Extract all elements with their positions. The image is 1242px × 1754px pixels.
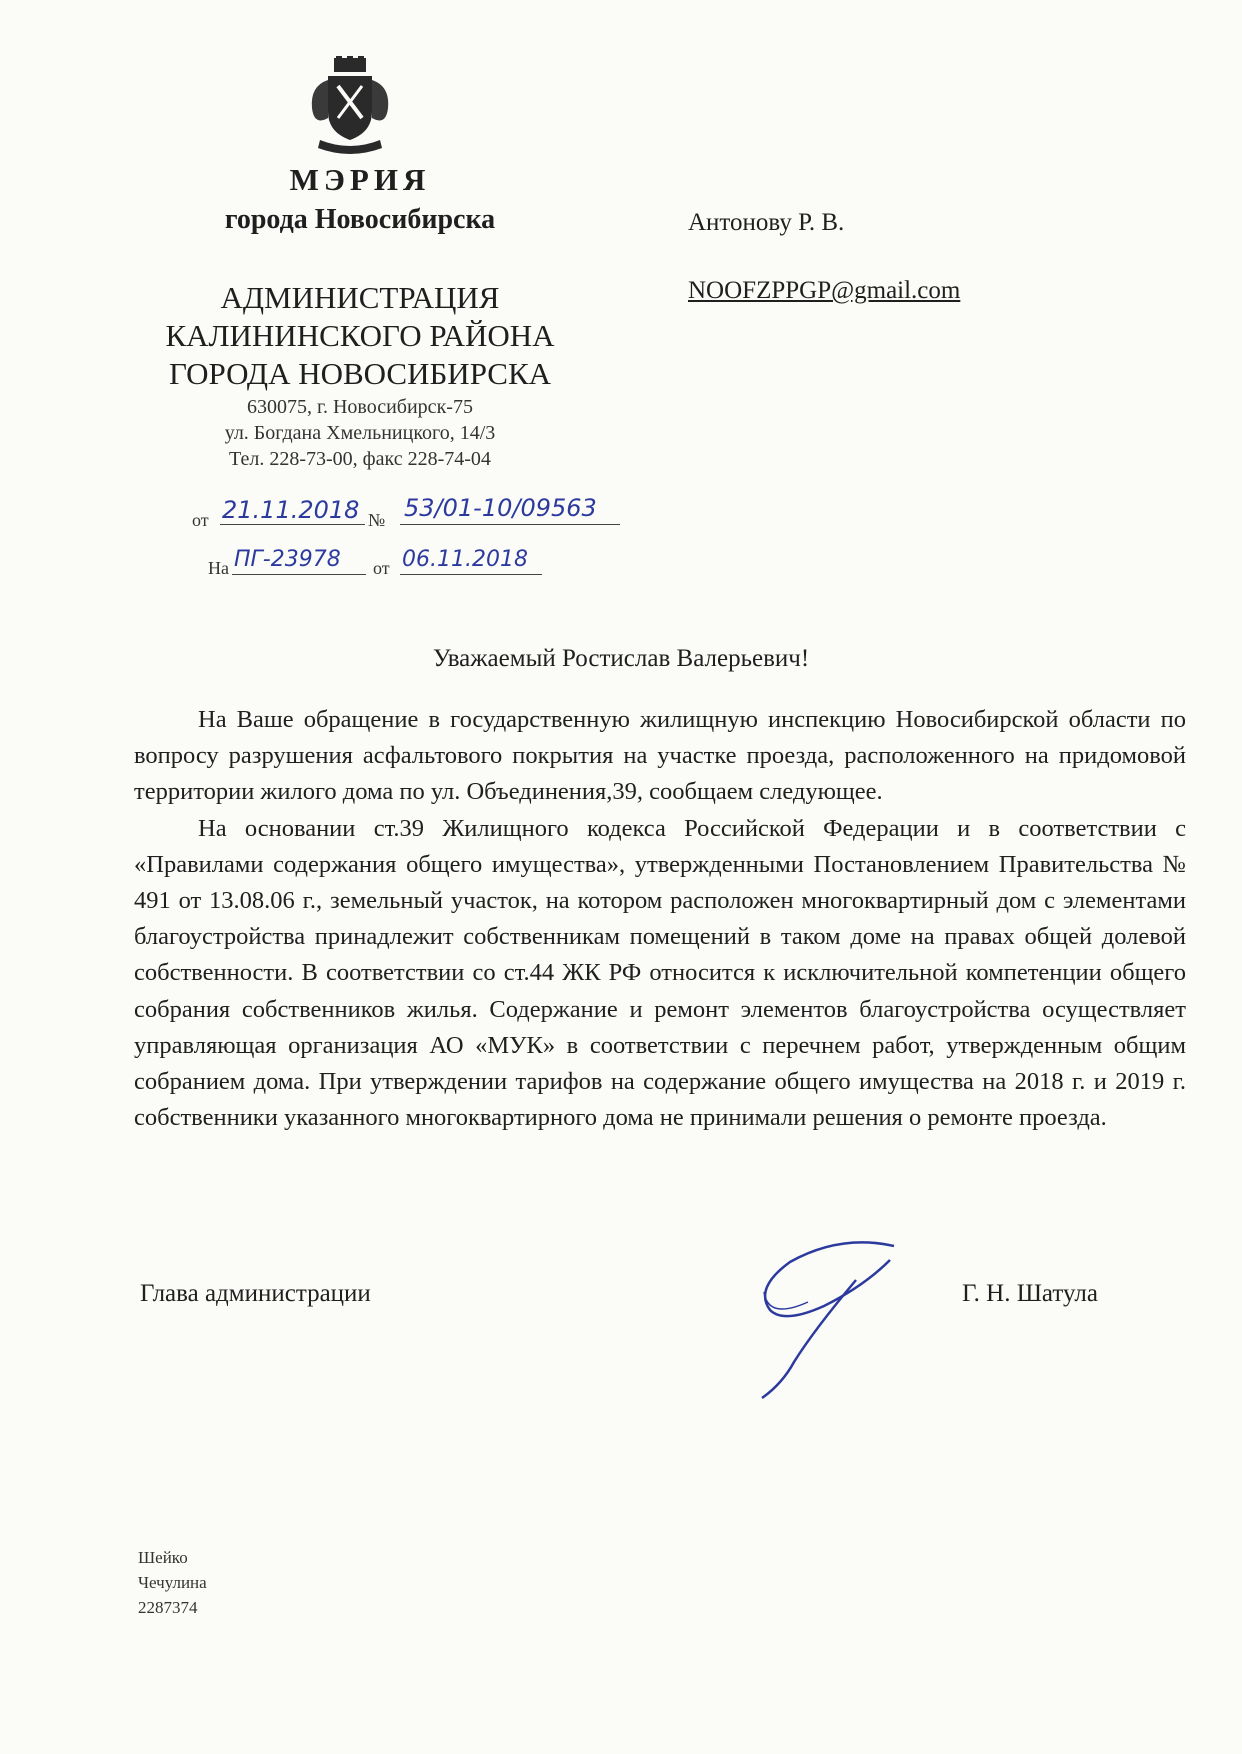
- executor-phone: 2287374: [138, 1598, 198, 1617]
- meria-heading: МЭРИЯ: [289, 162, 431, 197]
- reg-from-label: от: [192, 510, 209, 530]
- executor-2: Чечулина: [138, 1573, 207, 1592]
- reg-number: 53/01-10/09563: [404, 494, 597, 522]
- admin-name-line-1: АДМИНИСТРАЦИЯ: [220, 280, 500, 315]
- signatory-name: Г. Н. Шатула: [962, 1280, 1098, 1307]
- address-line-phone: Тел. 228-73-00, факс 228-74-04: [229, 448, 491, 470]
- body-paragraph-1: На Ваше обращение в государственную жилищную инспекцию Новосибирской области по вопросу разрушения асфальтового покрытия на участке проезда, расположенного на придомовой территории жилого дома по ул. Объединения,39, сообщаем следующее.: [134, 706, 1186, 806]
- admin-name-line-3: ГОРОДА НОВОСИБИРСКА: [168, 356, 552, 391]
- signatory-title: Глава администрации: [140, 1280, 371, 1307]
- city-heading: города Новосибирска: [224, 204, 496, 235]
- address-line-postal: 630075, г. Новосибирск-75: [247, 396, 473, 418]
- address-line-street: ул. Богдана Хмельницкого, 14/3: [224, 422, 496, 444]
- executor-1: Шейко: [138, 1548, 188, 1567]
- recipient-email-link[interactable]: NOOFZPPGP@gmail.com: [688, 277, 961, 304]
- recipient-name: Антонову Р. В.: [688, 209, 845, 236]
- reg-date: 21.11.2018: [222, 496, 360, 524]
- reg-number-label: №: [368, 510, 386, 530]
- reply-number-underline: [232, 574, 366, 575]
- coat-of-arms-emblem: [298, 56, 402, 160]
- reply-date: 06.11.2018: [402, 547, 528, 572]
- reg-date-underline: [220, 524, 365, 525]
- reply-from-label: от: [373, 558, 390, 578]
- body-paragraph-2: На основании ст.39 Жилищного кодекса Российской Федерации и в соответствии с «Правилами содержания общего имущества», утвержденными Постановлением Правительства № 491 от 13.08.06 г., земельный участок, на котором расположен многоквартирный дом с элементами благоустройства принадлежит собственникам помещений в таком доме на правах общей долевой собственности. В соответствии со ст.44 ЖК РФ относится к исключительной компетенции общего собрания собственников жилья. Содержание и ремонт элементов благоустройства осуществляет управляющая организация АО «МУК» в соответствии с перечнем работ, утвержденным общим собранием дома. При утверждении тарифов на содержание общего имущества на 2018 г. и 2019 г. собственники указанного многоквартирного дома не принимали решения о ремонте проезда.: [134, 814, 1186, 1132]
- admin-name-line-2: КАЛИНИНСКОГО РАЙОНА: [165, 318, 555, 353]
- reply-date-underline: [400, 574, 542, 575]
- reg-number-underline: [400, 524, 620, 525]
- reply-label: На: [208, 558, 229, 578]
- reply-number: ПГ-23978: [234, 547, 341, 572]
- handwritten-signature: [744, 1232, 924, 1402]
- letter-body: [134, 702, 1186, 1136]
- letter-greeting: Уважаемый Ростислав Валерьевич!: [432, 645, 810, 672]
